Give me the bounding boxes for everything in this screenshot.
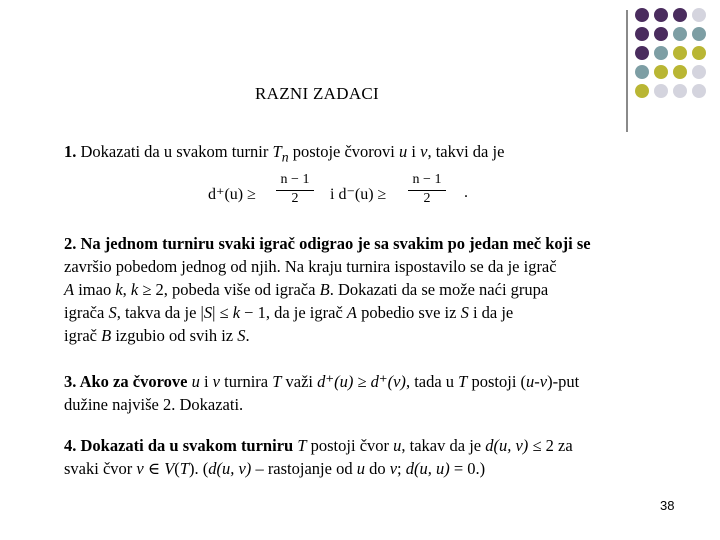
divider-line [626, 10, 628, 132]
decorative-dot [673, 65, 687, 79]
task-4-line-2: svaki čvor v ∈ V(T). (d(u, v) – rastojanje od u do v; d(u, u) = 0.) [64, 459, 486, 478]
decorative-dot [635, 27, 649, 41]
slide-title: RAZNI ZADACI [255, 84, 380, 103]
decorative-dot [692, 65, 706, 79]
task-2-line-1: 2. Na jednom turniru svaki igrač odigrao je sa svakim po jedan meč koji se [64, 234, 591, 253]
formula-mid: i d⁻(u) ≥ [330, 186, 387, 203]
task-2-line-4: igrača S, takva da je |S| ≤ k − 1, da je igrač A pobedio sve iz S i da je [64, 303, 514, 322]
decorative-dot [692, 46, 706, 60]
fraction-1: n − 1 2 [272, 172, 318, 209]
fraction-2: n − 1 2 [404, 172, 450, 209]
decorative-dot [654, 27, 668, 41]
task-4 [64, 434, 684, 480]
decorative-dot [673, 84, 687, 98]
decorative-dot [654, 46, 668, 60]
task-3 [64, 370, 684, 416]
page-number: 38 [660, 498, 675, 513]
decorative-dot [673, 46, 687, 60]
decorative-dot [635, 84, 649, 98]
decorative-dot [692, 8, 706, 22]
decorative-dot [654, 8, 668, 22]
decorative-dot [635, 65, 649, 79]
task-2 [64, 232, 684, 347]
task-number: 1. [64, 142, 77, 161]
task-4-line-1: 4. Dokazati da u svakom turniru T postoji čvor u, takav da je d(u, v) ≤ 2 za [64, 436, 573, 455]
decorative-dot [654, 84, 668, 98]
decorative-dot [635, 8, 649, 22]
task-1: 1. Dokazati da u svakom turnir $T_n$ postoje čvorovi u i v, takvi da je [64, 142, 505, 165]
decorative-dot-grid [635, 8, 715, 108]
task-3-line-2: dužine najviše 2. Dokazati. [64, 395, 244, 414]
decorative-dot [673, 27, 687, 41]
task-2-line-3: A imao k, k ≥ 2, pobeda više od igrača B. Dokazati da se može naći grupa [64, 280, 549, 299]
decorative-dot [673, 8, 687, 22]
decorative-dot [692, 84, 706, 98]
task-2-line-5: igrač B izgubio od svih iz S. [64, 326, 250, 345]
decorative-dot [692, 27, 706, 41]
task-2-line-2: završio pobedom jednog od njih. Na kraju turnira ispostavilo se da je igrač [64, 257, 557, 276]
formula [208, 172, 508, 216]
task-3-line-1: 3. Ako za čvorove u i v turnira T važi d⁺(u) ≥ d⁺(v), tada u T postoji (u-v)-put [64, 372, 580, 391]
decorative-dot [654, 65, 668, 79]
formula-end: . [464, 184, 468, 201]
formula-left: d⁺(u) ≥ [208, 186, 256, 203]
decorative-dot [635, 46, 649, 60]
